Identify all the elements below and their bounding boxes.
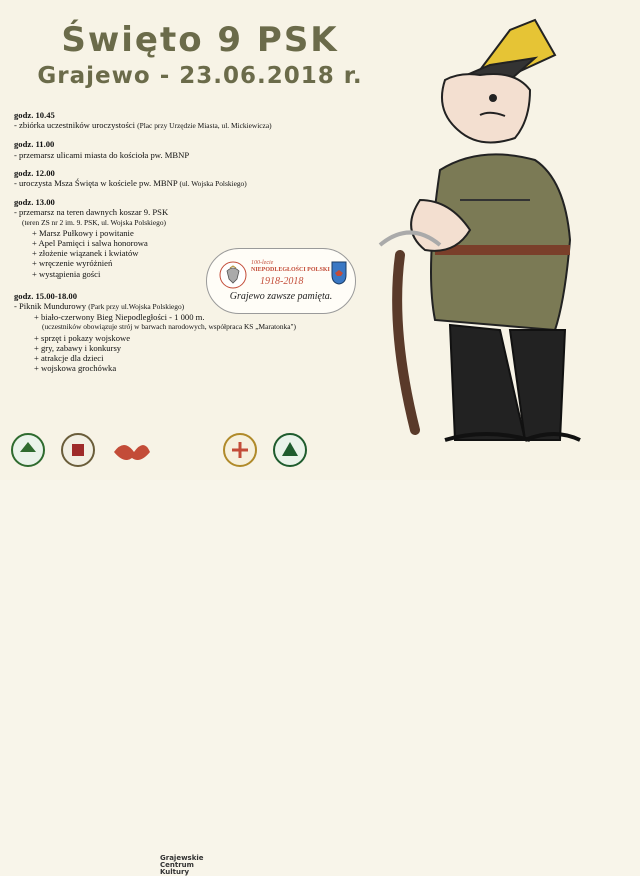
schedule-text: - przemarsz ulicami miasta do kościoła pw. MBNP <box>14 149 190 160</box>
partner-logo-1-icon <box>10 432 46 468</box>
schedule-subitem: + biało-czerwony Bieg Niepodległości - 1 000 m. <box>34 312 205 323</box>
gck-text <box>160 855 204 876</box>
schedule-subitem: + wystąpienia gości <box>32 268 101 279</box>
schedule-subitem: + wręczenie wyróżnień <box>32 258 113 269</box>
schedule-note: (ul. Wojska Polskiego) <box>179 179 247 189</box>
schedule-note: (Park przy ul.Wojska Polskiego) <box>88 302 185 312</box>
schedule-time: godz. 15.00-18.00 <box>14 290 78 301</box>
schedule-time: godz. 12.00 <box>14 167 55 178</box>
schedule-subitem: + złożenie wiązanek i kwiatów <box>32 248 139 259</box>
partner-logo-5-icon <box>270 432 310 468</box>
gck-line-2: Centrum <box>160 861 194 869</box>
schedule-item <box>14 139 374 159</box>
schedule-subitem: + Apel Pamięci i salwa honorowa <box>32 238 148 249</box>
schedule-time: godz. 13.00 <box>14 197 55 208</box>
partner-logo-2-icon <box>60 432 96 468</box>
schedule-note: (uczestników obowiązuje strój w barwach narodowych, współpraca KS „Maratonka") <box>42 322 297 332</box>
partner-logos <box>0 420 640 876</box>
partner-logo-4-icon <box>220 432 260 468</box>
event-schedule <box>14 110 374 381</box>
schedule-line <box>14 120 374 131</box>
schedule-item <box>14 110 374 131</box>
schedule-time: godz. 10.45 <box>14 110 55 120</box>
schedule-subitem: + Marsz Pułkowy i powitanie <box>32 227 134 238</box>
schedule-item <box>14 168 374 189</box>
gck-line-1: Grajewskie <box>160 854 204 862</box>
badge-line-3: 1918-2018 <box>260 276 304 287</box>
grajewskie-centrum-kultury-logo-icon <box>110 432 154 468</box>
independence-badge <box>206 248 356 314</box>
badge-line-4: Grajewo zawsze pamięta. <box>229 291 333 302</box>
schedule-text: - zbiórka uczestników uroczystości <box>14 120 135 131</box>
schedule-subitem: + wojskowa grochówka <box>34 363 117 374</box>
schedule-text: - uroczysta Msza Święta w kościele pw. MBNP <box>14 178 178 189</box>
gck-line-3: Kultury <box>160 868 190 876</box>
poster-title: Święto 9 PSK <box>61 20 339 60</box>
schedule-time: godz. 11.00 <box>14 139 55 150</box>
schedule-subitem: + sprzęt i pokazy wojskowe <box>34 332 131 343</box>
schedule-note: (Plac przy Urzędzie Miasta, ul. Mickiewicza) <box>137 121 272 131</box>
soldier-illustration <box>360 10 640 450</box>
schedule-note: (teren ZS nr 2 im. 9. PSK, ul. Wojska Polskiego) <box>22 217 166 227</box>
poster-subtitle: Grajewo - 23.06.2018 r. <box>37 63 363 89</box>
schedule-subitem: + gry, zabawy i konkursy <box>34 342 122 353</box>
schedule-text: - Piknik Mundurowy <box>14 301 87 312</box>
schedule-line <box>14 178 374 189</box>
eagle-emblem-icon <box>219 261 247 289</box>
badge-line-2: NIEPODLEGŁOŚCI POLSKI <box>251 267 330 273</box>
schedule-text: - przemarsz na teren dawnych koszar 9. PSK <box>14 207 169 218</box>
schedule-subitem: + atrakcje dla dzieci <box>34 353 104 364</box>
city-crest-icon <box>331 261 347 285</box>
badge-line-1: 100-lecie <box>251 260 274 266</box>
